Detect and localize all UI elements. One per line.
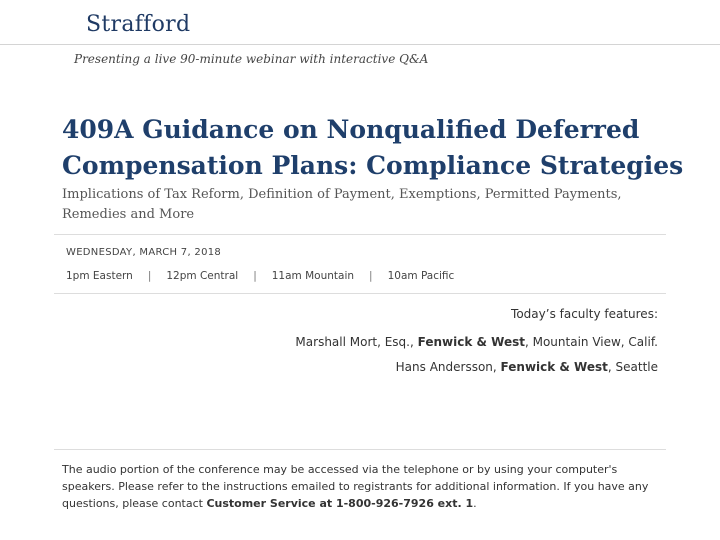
webinar-title: 409A Guidance on Nonqualified Deferred Compensation Plans: Compliance Strategies: [62, 115, 684, 180]
time-separator: |: [253, 270, 257, 282]
time-eastern: 1pm Eastern: [66, 270, 133, 282]
time-separator: |: [147, 270, 152, 282]
audio-notice: [62, 461, 662, 512]
faculty-name: Hans Andersson,: [395, 360, 501, 374]
time-central: 12pm Central: [166, 270, 239, 282]
time-pacific: 10am Pacific: [387, 270, 455, 282]
faculty-member: [295, 335, 658, 349]
time-zones: [66, 270, 454, 282]
header-divider: [0, 44, 720, 45]
faculty-member: [396, 360, 658, 374]
webinar-subtitle: Implications of Tax Reform, Definition of Payment, Exemptions, Permitted Payments, Remedies and More: [62, 187, 622, 222]
faculty-name: Marshall Mort, Esq.,: [295, 335, 418, 349]
faculty-firm: Fenwick & West: [500, 360, 608, 374]
time-separator: |: [369, 270, 373, 282]
faculty-location: , Mountain View, Calif.: [524, 335, 658, 349]
faculty-location: , Seattle: [607, 360, 658, 374]
strafford-logo: Strafford: [86, 12, 191, 37]
customer-service-contact: Customer Service at 1-800-926-7926 ext. 1: [206, 497, 474, 510]
divider-bottom: [54, 449, 666, 450]
faculty-firm: Fenwick & West: [417, 335, 525, 349]
notice-text: The audio portion of the conference may be accessed via the telephone or by using your computer's speakers. Please refer to the instructions emailed to registrants for additional information. If you have any questions, please contact: [62, 463, 649, 510]
tagline: Presenting a live 90-minute webinar with interactive Q&A: [74, 52, 429, 66]
notice-end: .: [473, 497, 477, 510]
faculty-heading: Today’s faculty features:: [511, 307, 658, 321]
time-mountain: 11am Mountain: [271, 270, 355, 282]
divider-middle: [54, 293, 666, 294]
webinar-date: WEDNESDAY, MARCH 7, 2018: [66, 247, 222, 258]
divider-top: [54, 234, 666, 235]
